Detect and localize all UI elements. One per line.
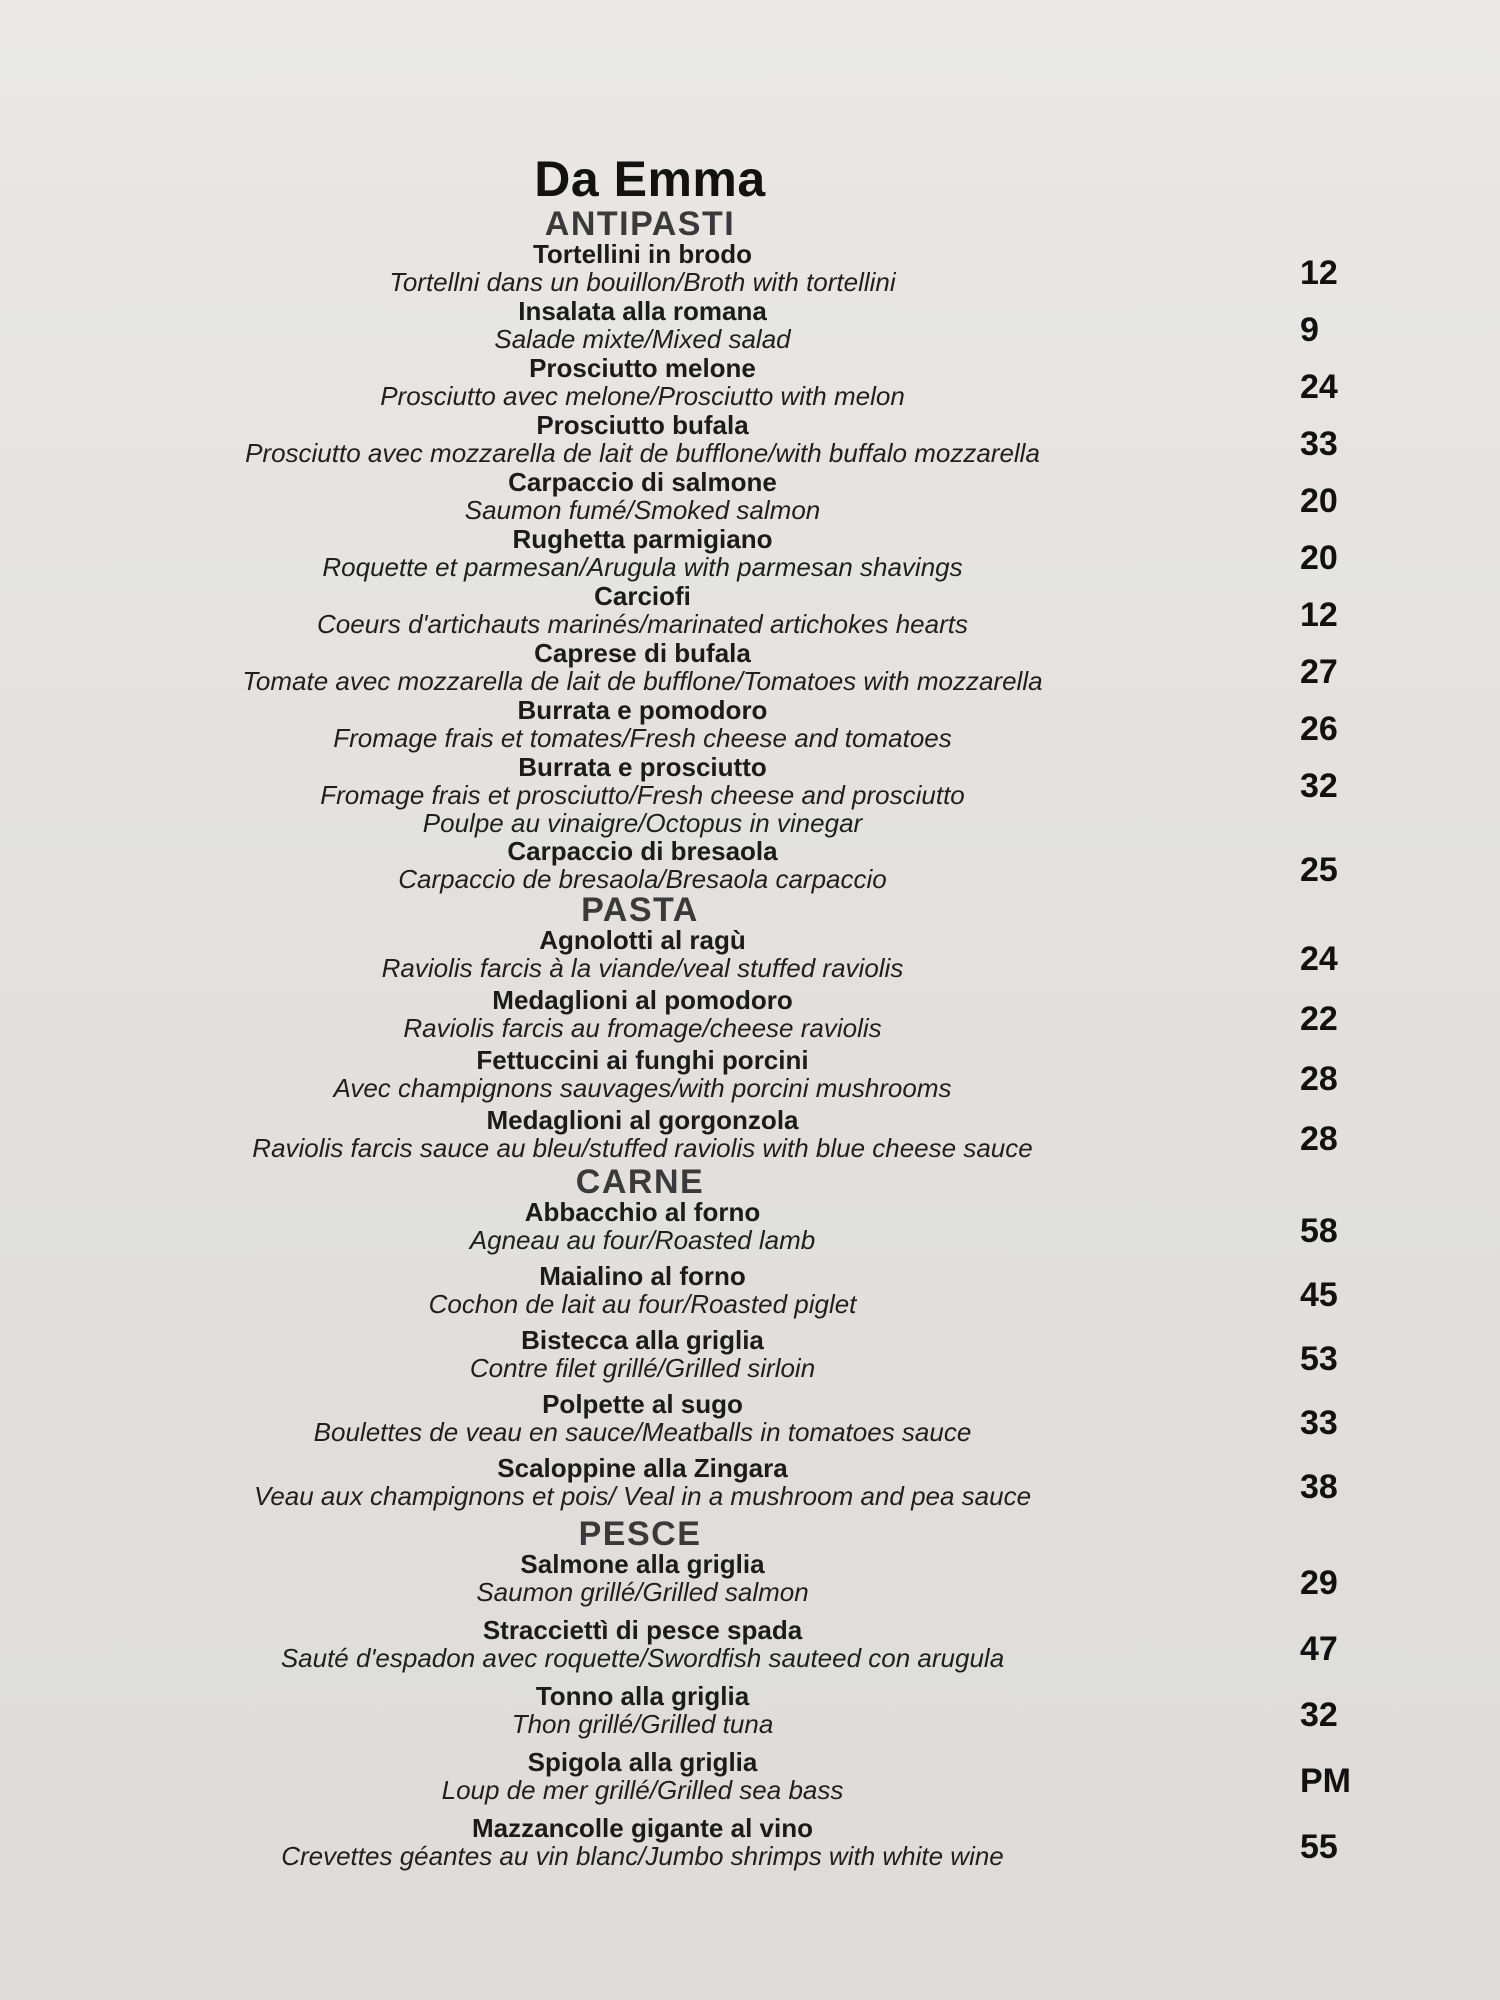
item-name: Stracciettì di pesce spada [482,1615,803,1645]
item-description: Roquette et parmesan/Arugula with parmesan shavings [322,552,963,582]
item-price: 32 [1300,1696,1338,1734]
item-price: 32 [1300,767,1338,805]
item-price: 45 [1300,1276,1338,1314]
section-title: PASTA [581,891,699,929]
item-price: 20 [1300,482,1338,520]
item-price: 22 [1300,1000,1338,1038]
item-description: Carpaccio de bresaola/Bresaola carpaccio [398,864,887,894]
item-price: 33 [1300,425,1338,463]
item-description: Coeurs d'artichauts marinés/marinated artichokes hearts [317,609,968,639]
item-name: Bistecca alla griglia [521,1325,764,1355]
item-description: Tomate avec mozzarella de lait de bufflone/Tomatoes with mozzarella [242,666,1043,696]
menu-item [0,1390,1500,1454]
item-name: Prosciutto bufala [536,410,749,440]
section-title: PESCE [578,1515,702,1553]
section-pasta [0,891,1500,1166]
item-description: Prosciutto avec mozzarella de lait de bufflone/with buffalo mozzarella [245,438,1040,468]
menu-item [0,468,1500,525]
item-name: Salmone alla griglia [520,1549,765,1579]
menu-item [0,1814,1500,1880]
section-carne [0,1163,1500,1518]
item-description: Veau aux champignons et pois/ Veal in a mushroom and pea sauce [253,1481,1032,1511]
section-pesce [0,1515,1500,1880]
menu-item [0,837,1500,894]
menu-item [0,926,1500,986]
menu-item [0,1262,1500,1326]
item-description: Contre filet grillé/Grilled sirloin [469,1353,816,1383]
item-price: PM [1300,1762,1351,1800]
item-name: Tortellini in brodo [532,239,753,269]
item-name: Rughetta parmigiano [512,524,773,554]
item-name: Maialino al forno [539,1261,746,1291]
item-name: Carciofi [594,581,691,611]
item-name: Abbacchio al forno [524,1197,761,1227]
menu-item [0,986,1500,1046]
item-price: 53 [1300,1340,1338,1378]
menu-item [0,753,1500,837]
section-title: ANTIPASTI [544,205,736,243]
item-description: Cochon de lait au four/Roasted piglet [428,1289,857,1319]
item-name: Caprese di bufala [534,638,751,668]
item-price: 28 [1300,1120,1338,1158]
menu-item [0,696,1500,753]
item-price: 24 [1300,368,1338,406]
item-price: 55 [1300,1828,1338,1866]
section-title: CARNE [575,1163,705,1201]
item-description: Tortellni dans un bouillon/Broth with tortellini [389,267,896,297]
item-price: 20 [1300,539,1338,577]
menu-item [0,297,1500,354]
item-price: 27 [1300,653,1338,691]
item-price: 47 [1300,1630,1338,1668]
item-description: Saumon fumé/Smoked salmon [464,495,821,525]
item-price: 29 [1300,1564,1338,1602]
item-name: Mazzancolle gigante al vino [472,1813,813,1843]
item-description: Raviolis farcis à la viande/veal stuffed raviolis [381,953,904,983]
item-name: Insalata alla romana [518,296,767,326]
menu-item [0,1454,1500,1518]
item-price: 12 [1300,596,1338,634]
item-description-extra: Poulpe au vinaigre/Octopus in vinegar [422,808,863,838]
item-description: Crevettes géantes au vin blanc/Jumbo shrimps with white wine [281,1841,1004,1871]
item-description: Agneau au four/Roasted lamb [469,1225,816,1255]
item-description: Saumon grillé/Grilled salmon [476,1577,809,1607]
item-name: Fettuccini ai funghi porcini [476,1045,809,1075]
item-price: 28 [1300,1060,1338,1098]
item-description: Sauté d'espadon avec roquette/Swordfish sauteed con arugula [280,1643,1005,1673]
item-name: Burrata e prosciutto [518,752,767,782]
section-antipasti [0,205,1500,894]
item-description: Fromage frais et prosciutto/Fresh cheese and prosciutto [320,780,965,810]
menu-item [0,411,1500,468]
menu-item [0,1198,1500,1262]
item-price: 24 [1300,940,1338,978]
menu-item [0,1326,1500,1390]
item-price: 9 [1300,311,1319,349]
item-description: Prosciutto avec melone/Prosciutto with melon [380,381,905,411]
menu-page [0,150,1500,1880]
item-price: 33 [1300,1404,1338,1442]
item-price: 25 [1300,851,1338,889]
item-name: Agnolotti al ragù [539,925,746,955]
item-price: 38 [1300,1468,1338,1506]
item-description: Raviolis farcis au fromage/cheese raviolis [403,1013,882,1043]
item-description: Boulettes de veau en sauce/Meatballs in tomatoes sauce [313,1417,972,1447]
item-description: Raviolis farcis sauce au bleu/stuffed raviolis with blue cheese sauce [252,1133,1033,1163]
menu-item [0,1550,1500,1616]
item-price: 12 [1300,254,1338,292]
menu-item [0,1106,1500,1166]
menu-item [0,525,1500,582]
item-name: Spigola alla griglia [527,1747,758,1777]
menu-item [0,354,1500,411]
item-name: Carpaccio di salmone [508,467,777,497]
item-name: Prosciutto melone [529,353,756,383]
menu-item [0,1046,1500,1106]
menu-item [0,1682,1500,1748]
item-price: 58 [1300,1212,1338,1250]
item-price: 26 [1300,710,1338,748]
menu-item [0,639,1500,696]
item-name: Medaglioni al gorgonzola [486,1105,799,1135]
menu-item [0,582,1500,639]
menu-item [0,1616,1500,1682]
item-description: Avec champignons sauvages/with porcini mushrooms [333,1073,952,1103]
item-description: Salade mixte/Mixed salad [494,324,791,354]
item-description: Thon grillé/Grilled tuna [511,1709,774,1739]
item-description: Fromage frais et tomates/Fresh cheese and tomatoes [333,723,952,753]
item-name: Scaloppine alla Zingara [497,1453,788,1483]
item-name: Medaglioni al pomodoro [492,985,793,1015]
menu-item [0,240,1500,297]
restaurant-title: Da Emma [534,151,766,207]
menu-item [0,1748,1500,1814]
item-name: Polpette al sugo [542,1389,743,1419]
item-description: Loup de mer grillé/Grilled sea bass [441,1775,844,1805]
item-name: Tonno alla griglia [535,1681,750,1711]
item-name: Burrata e pomodoro [517,695,768,725]
item-name: Carpaccio di bresaola [507,836,778,866]
